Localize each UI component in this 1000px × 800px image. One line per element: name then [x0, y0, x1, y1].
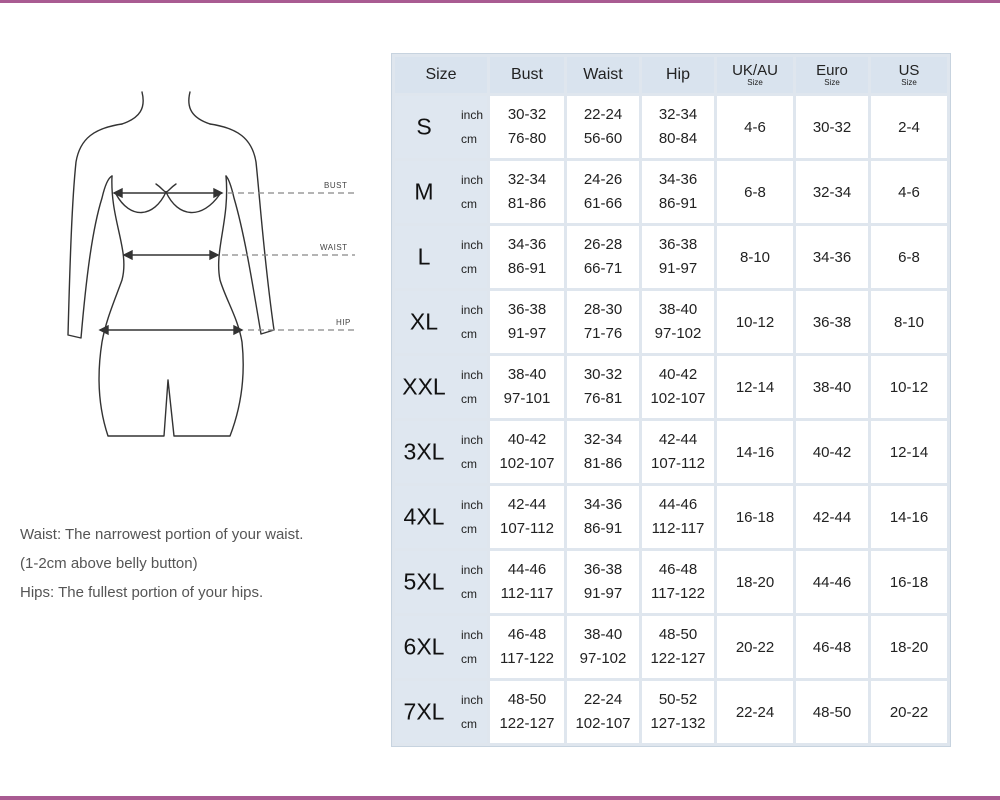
waist-cm: 66-71: [583, 260, 623, 277]
hip-cm: 122-127: [650, 650, 706, 667]
neck-outline-left: [122, 92, 143, 124]
waist-inch: 32-34: [583, 431, 623, 448]
bust-cell: [490, 616, 564, 678]
bust-inch: 42-44: [507, 496, 547, 513]
uk-au-size: 16-18: [717, 486, 793, 548]
waist-inch: 28-30: [583, 301, 623, 318]
size-label: 7XL: [403, 698, 445, 725]
bust-inch: 44-46: [507, 561, 547, 578]
bust-inch: 34-36: [507, 236, 547, 253]
note-hips: Hips: The fullest portion of your hips.: [20, 584, 264, 601]
bust-label: BUST: [324, 181, 348, 190]
us-size: 12-14: [871, 421, 947, 483]
waist-cell: [567, 681, 639, 743]
hip-cm: 86-91: [658, 195, 698, 212]
euro-size: 38-40: [796, 356, 868, 418]
us-size: 18-20: [871, 616, 947, 678]
euro-size: 48-50: [796, 681, 868, 743]
bust-inch: 40-42: [507, 431, 547, 448]
hip-cm: 117-122: [651, 585, 705, 602]
euro-size: 42-44: [796, 486, 868, 548]
bust-cm: 91-97: [507, 325, 547, 342]
euro-size: 44-46: [796, 551, 868, 613]
bust-cell: [490, 356, 564, 418]
size-cell: [395, 161, 487, 223]
unit-cm: cm: [460, 197, 477, 211]
hip-inch: 34-36: [658, 171, 698, 188]
size-label: XXL: [402, 373, 446, 400]
hip-cm: 102-107: [650, 390, 706, 407]
unit-cm: cm: [460, 652, 477, 666]
waist-label: WAIST: [320, 243, 348, 252]
bust-cell: [490, 291, 564, 353]
waist-inch: 26-28: [583, 236, 623, 253]
size-label: 3XL: [403, 438, 445, 465]
note-waist-detail: (1-2cm above belly button): [20, 555, 198, 572]
bust-cell: [490, 96, 564, 158]
us-size: 8-10: [871, 291, 947, 353]
hip-cm: 97-102: [654, 325, 702, 342]
waist-cm: 56-60: [583, 130, 623, 147]
waist-inch: 34-36: [583, 496, 623, 513]
unit-cm: cm: [460, 262, 477, 276]
measurement-notes: [20, 520, 390, 607]
waist-cm: 91-97: [583, 585, 623, 602]
hip-inch: 48-50: [658, 626, 698, 643]
size-chart: [391, 53, 951, 747]
bust-inch: 38-40: [507, 366, 547, 383]
size-row: [395, 356, 947, 418]
header-us-label: US: [898, 62, 920, 79]
note-waist: Waist: The narrowest portion of your waist.: [20, 526, 304, 543]
size-row: [395, 96, 947, 158]
unit-labels: [461, 103, 483, 151]
euro-size: 34-36: [796, 226, 868, 288]
unit-cm: cm: [460, 327, 477, 341]
waist-inch: 38-40: [583, 626, 623, 643]
unit-cm: cm: [460, 392, 477, 406]
unit-labels: [461, 168, 483, 216]
waist-cm: 97-102: [579, 650, 627, 667]
size-cell: [395, 96, 487, 158]
waist-inch: 22-24: [583, 691, 623, 708]
unit-inch: inch: [460, 173, 483, 187]
size-label: 4XL: [403, 503, 445, 530]
hip-cm: 107-112: [651, 455, 705, 472]
bust-cm: 81-86: [507, 195, 547, 212]
unit-cm: cm: [460, 132, 477, 146]
size-cell: [395, 616, 487, 678]
bust-cell: [490, 486, 564, 548]
uk-au-size: 12-14: [717, 356, 793, 418]
bust-inch: 46-48: [507, 626, 547, 643]
size-cell: [395, 421, 487, 483]
bust-cell: [490, 421, 564, 483]
hip-cm: 80-84: [658, 130, 698, 147]
euro-size: 32-34: [796, 161, 868, 223]
unit-labels: [461, 493, 483, 541]
hip-cell: [642, 681, 714, 743]
unit-labels: [461, 428, 483, 476]
bust-cm: 86-91: [507, 260, 547, 277]
unit-cm: cm: [460, 587, 477, 601]
unit-inch: inch: [460, 368, 483, 382]
bust-cell: [490, 551, 564, 613]
unit-inch: inch: [460, 563, 483, 577]
unit-labels: [461, 688, 483, 736]
waist-inch: 36-38: [583, 561, 623, 578]
hip-cell: [642, 96, 714, 158]
size-row: [395, 551, 947, 613]
size-row: [395, 226, 947, 288]
unit-labels: [461, 233, 483, 281]
hip-inch: 40-42: [658, 366, 698, 383]
bust-inch: 48-50: [507, 691, 547, 708]
header-bust: Bust: [490, 57, 564, 93]
left-arm-outline: [68, 124, 122, 338]
bust-cell: [490, 681, 564, 743]
euro-size: 36-38: [796, 291, 868, 353]
neck-outline-right: [189, 92, 210, 124]
size-rows: [395, 96, 947, 743]
hip-cell: [642, 161, 714, 223]
waist-inch: 24-26: [583, 171, 623, 188]
waist-cell: [567, 356, 639, 418]
size-label: 6XL: [403, 633, 445, 660]
size-row: [395, 681, 947, 743]
bust-cm: 97-101: [503, 390, 551, 407]
hip-cm: 112-117: [651, 520, 705, 537]
waist-cm: 61-66: [583, 195, 623, 212]
hip-cm: 127-132: [650, 715, 706, 732]
waist-cm: 86-91: [583, 520, 623, 537]
waist-cm: 76-81: [583, 390, 623, 407]
hip-inch: 46-48: [658, 561, 698, 578]
header-euro-label: Euro: [816, 62, 848, 79]
bust-inch: 32-34: [507, 171, 547, 188]
hip-cell: [642, 486, 714, 548]
header-uk-au-label: UK/AU: [732, 62, 778, 79]
bust-cm: 107-112: [500, 520, 554, 537]
us-size: 16-18: [871, 551, 947, 613]
hip-cell: [642, 616, 714, 678]
header-us: [871, 57, 947, 93]
unit-cm: cm: [460, 457, 477, 471]
size-label: 5XL: [403, 568, 445, 595]
header-euro: [796, 57, 868, 93]
hip-cell: [642, 291, 714, 353]
hip-inch: 38-40: [658, 301, 698, 318]
size-cell: [395, 356, 487, 418]
unit-labels: [461, 558, 483, 606]
unit-inch: inch: [460, 433, 483, 447]
bust-cell: [490, 226, 564, 288]
size-label: M: [414, 178, 434, 205]
uk-au-size: 4-6: [717, 96, 793, 158]
waist-cm: 71-76: [583, 325, 623, 342]
size-row: [395, 486, 947, 548]
unit-inch: inch: [460, 628, 483, 642]
left-bust-outline: [116, 192, 166, 213]
bust-cm: 102-107: [499, 455, 555, 472]
unit-labels: [461, 623, 483, 671]
us-size: 6-8: [871, 226, 947, 288]
waist-inch: 22-24: [583, 106, 623, 123]
waist-cm: 81-86: [583, 455, 623, 472]
hip-inch: 44-46: [658, 496, 698, 513]
euro-size: 46-48: [796, 616, 868, 678]
bust-inch: 30-32: [507, 106, 547, 123]
waist-inch: 30-32: [583, 366, 623, 383]
hip-cell: [642, 356, 714, 418]
size-label: L: [417, 243, 431, 270]
unit-inch: inch: [460, 303, 483, 317]
header-waist: Waist: [567, 57, 639, 93]
hip-label: HIP: [336, 318, 351, 327]
hip-cell: [642, 551, 714, 613]
size-row: [395, 161, 947, 223]
waist-cell: [567, 96, 639, 158]
size-table: [392, 54, 950, 746]
unit-cm: cm: [460, 522, 477, 536]
us-size: 10-12: [871, 356, 947, 418]
right-arm-outline: [210, 124, 274, 334]
header-uk-au: [717, 57, 793, 93]
hip-inch: 42-44: [658, 431, 698, 448]
unit-cm: cm: [460, 717, 477, 731]
euro-size: 30-32: [796, 96, 868, 158]
hip-inch: 36-38: [658, 236, 698, 253]
uk-au-size: 18-20: [717, 551, 793, 613]
waist-cell: [567, 421, 639, 483]
header-size: Size: [395, 57, 487, 93]
header-euro-sub: Size: [824, 78, 840, 87]
us-size: 14-16: [871, 486, 947, 548]
euro-size: 40-42: [796, 421, 868, 483]
unit-labels: [461, 298, 483, 346]
uk-au-size: 22-24: [717, 681, 793, 743]
uk-au-size: 20-22: [717, 616, 793, 678]
uk-au-size: 14-16: [717, 421, 793, 483]
right-bust-outline: [166, 192, 220, 213]
hip-cm: 91-97: [658, 260, 698, 277]
size-label: S: [416, 113, 432, 140]
size-cell: [395, 551, 487, 613]
us-size: 4-6: [871, 161, 947, 223]
hip-cell: [642, 226, 714, 288]
body-measurement-figure: [50, 80, 370, 460]
waist-cell: [567, 226, 639, 288]
unit-inch: inch: [460, 108, 483, 122]
header-hip: Hip: [642, 57, 714, 93]
size-cell: [395, 291, 487, 353]
size-row: [395, 291, 947, 353]
size-cell: [395, 226, 487, 288]
hip-inch: 50-52: [658, 691, 698, 708]
header-us-sub: Size: [901, 78, 917, 87]
unit-inch: inch: [460, 498, 483, 512]
waist-cm: 102-107: [575, 715, 631, 732]
hip-cell: [642, 421, 714, 483]
uk-au-size: 6-8: [717, 161, 793, 223]
size-row: [395, 616, 947, 678]
unit-labels: [461, 363, 483, 411]
bust-cell: [490, 161, 564, 223]
bust-cm: 76-80: [507, 130, 547, 147]
header-uk-au-sub: Size: [747, 78, 763, 87]
uk-au-size: 10-12: [717, 291, 793, 353]
unit-inch: inch: [460, 238, 483, 252]
size-cell: [395, 681, 487, 743]
waist-cell: [567, 616, 639, 678]
uk-au-size: 8-10: [717, 226, 793, 288]
waist-cell: [567, 551, 639, 613]
bust-inch: 36-38: [507, 301, 547, 318]
us-size: 20-22: [871, 681, 947, 743]
bust-cm: 122-127: [499, 715, 555, 732]
us-size: 2-4: [871, 96, 947, 158]
waist-cell: [567, 291, 639, 353]
waist-cell: [567, 486, 639, 548]
bust-cm: 112-117: [500, 585, 554, 602]
hip-inch: 32-34: [658, 106, 698, 123]
header-row: [395, 57, 947, 93]
bust-cm: 117-122: [500, 650, 554, 667]
unit-inch: inch: [460, 693, 483, 707]
size-cell: [395, 486, 487, 548]
size-row: [395, 421, 947, 483]
size-label: XL: [409, 308, 439, 335]
waist-cell: [567, 161, 639, 223]
torso-outline: [99, 176, 243, 436]
